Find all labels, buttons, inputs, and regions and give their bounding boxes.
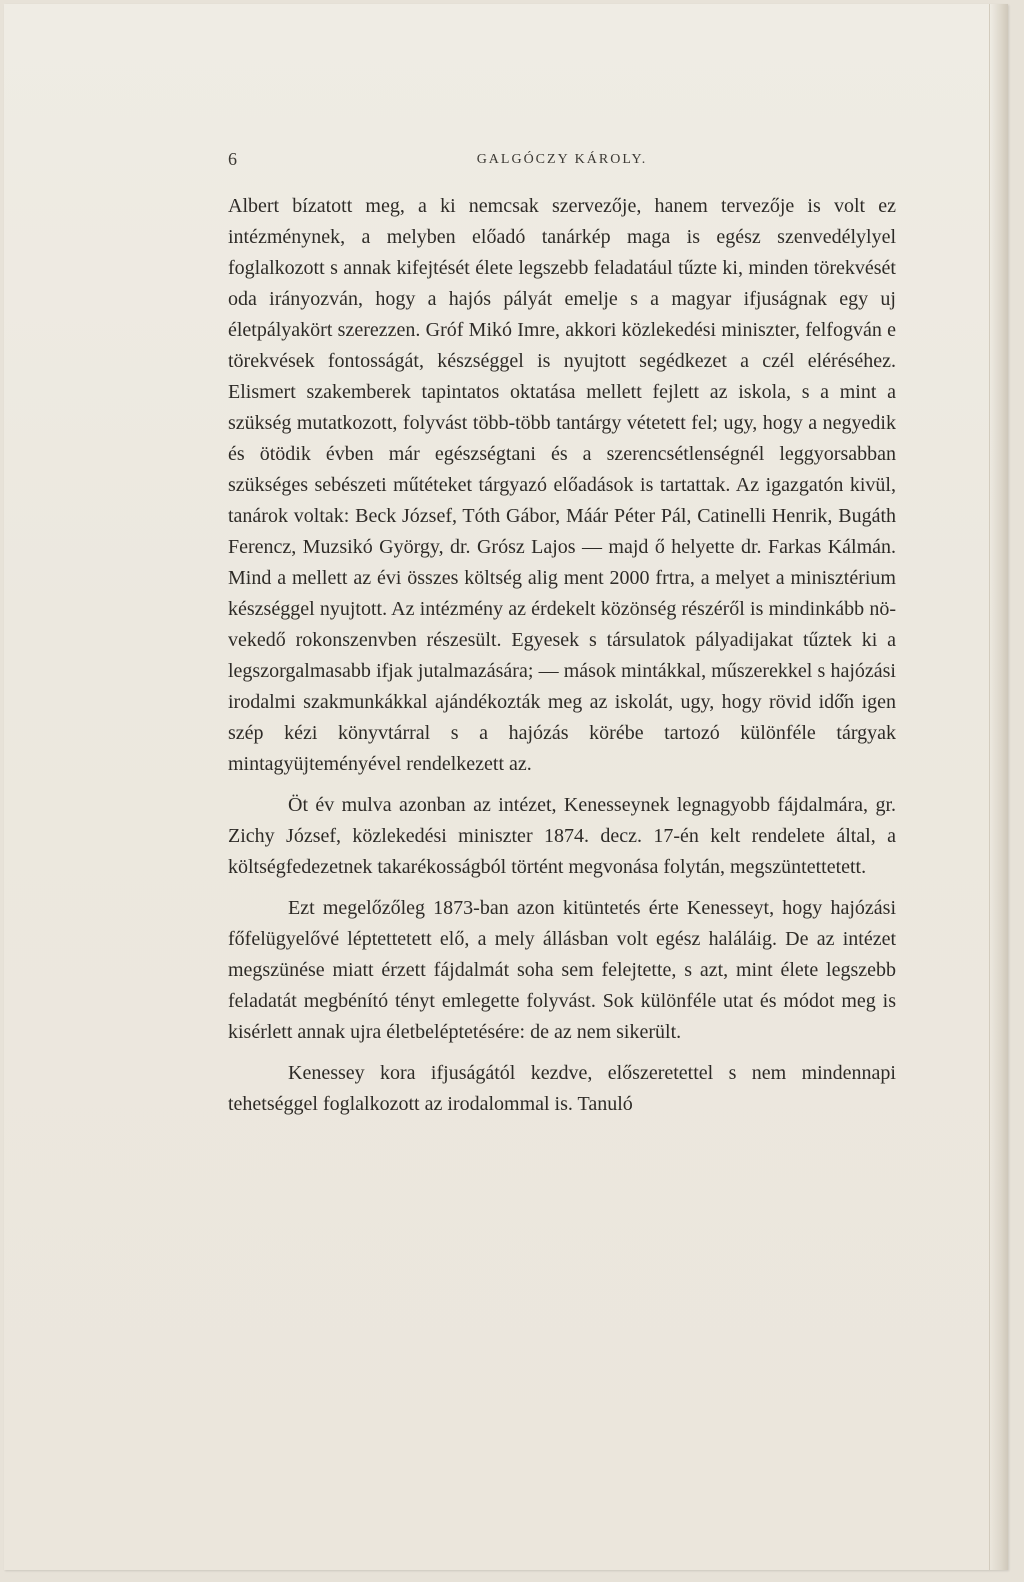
paragraph-2: Öt év mulva azonban az intézet, Kenesseynek legnagyobb fájdalmára, gr. Zichy József, közlekedési miniszter 1874. decz. 17-én kelt rendelete által, a költségfedezetnek takarékosságból történt megvonása folytán, megszüntettetett. [228,794,896,878]
paragraph-3: Ezt megelőzőleg 1873-ban azon kitüntetés érte Kenesseyt, hogy hajózási főfelügyelővé léptettetett elő, a mely állásban volt egész haláláig. De az intézet megszünése miatt érzett fájdalmát soha sem felejtette, s azt, mint élete legszebb feladatát megbénító tényt emlegette folyvást. Sok különféle utat és módot meg is kisérlett annak ujra életbeléptetésére: de az nem sikerült. [228,897,896,1043]
page-number: 6 [228,149,237,169]
paragraph-4: Kenessey kora ifjuságától kezdve, előszeretettel s nem mindennapi tehetséggel foglalkozott az irodalommal is. Tanuló [228,1062,896,1115]
paragraph-1: Albert bízatott meg, a ki nemcsak szervezője, hanem tervezője is volt ez intézménynek, a melyben előadó tanárkép maga is egész szenvedélylyel foglalkozott s annak kifejtését élete legszebb feladatául tűzte ki, minden törekvését oda irányozván, hogy a hajós pályát emelje s a magyar ifjuságnak egy uj életpályakört szerezzen. Gróf Mikó Imre, akkori közlekedési miniszter, felfogván e törekvések fontosságát, készséggel is nyujtott segédkezet a czél eléréséhez. Elismert szakemberek tapintatos oktatása mellett fejlett az iskola, s a mint a szükség mutatkozott, folyvást több-több tantárgy vétetett fel; ugy, hogy a negyedik és ötödik évben már egészségtani és a szerencsétlenségnél leggyorsabban szükséges sebészeti műtéteket tárgyazó előadások is tartattak. Az igazgatón kivül, tanárok voltak: Beck József, Tóth Gábor, Máár Péter Pál, Catinelli Henrik, Bugáth Ferencz, Muzsikó György, dr. Grósz Lajos — majd ő helyette dr. Farkas Kálmán. Mind a mellett az évi összes költség alig ment 2000 frtra, a melyet a minisztérium készséggel nyujtott. Az intézmény az érdekelt közönség részéről is mindinkább növekedő rokonszenvben részesült. Egyesek s társulatok pályadijakat tűztek ki a legszorgalmasabb ifjak jutalmazására; — mások mintákkal, műszerekkel s hajózási irodalmi szakmunkákkal ajándékozták meg az iskolát, ugy, hogy rövid idő̋n igen szép kézi könyvtárral s a hajózás körébe tartozó különféle tárgyak mintagyüjteményével rendelkezett az. [228,195,896,775]
running-title: GALGÓCZY KÁROLY. [476,152,648,167]
body-text [228,191,896,1130]
running-head [228,148,896,172]
page-edge-shadow [989,4,1008,1570]
book-page [4,4,1008,1570]
